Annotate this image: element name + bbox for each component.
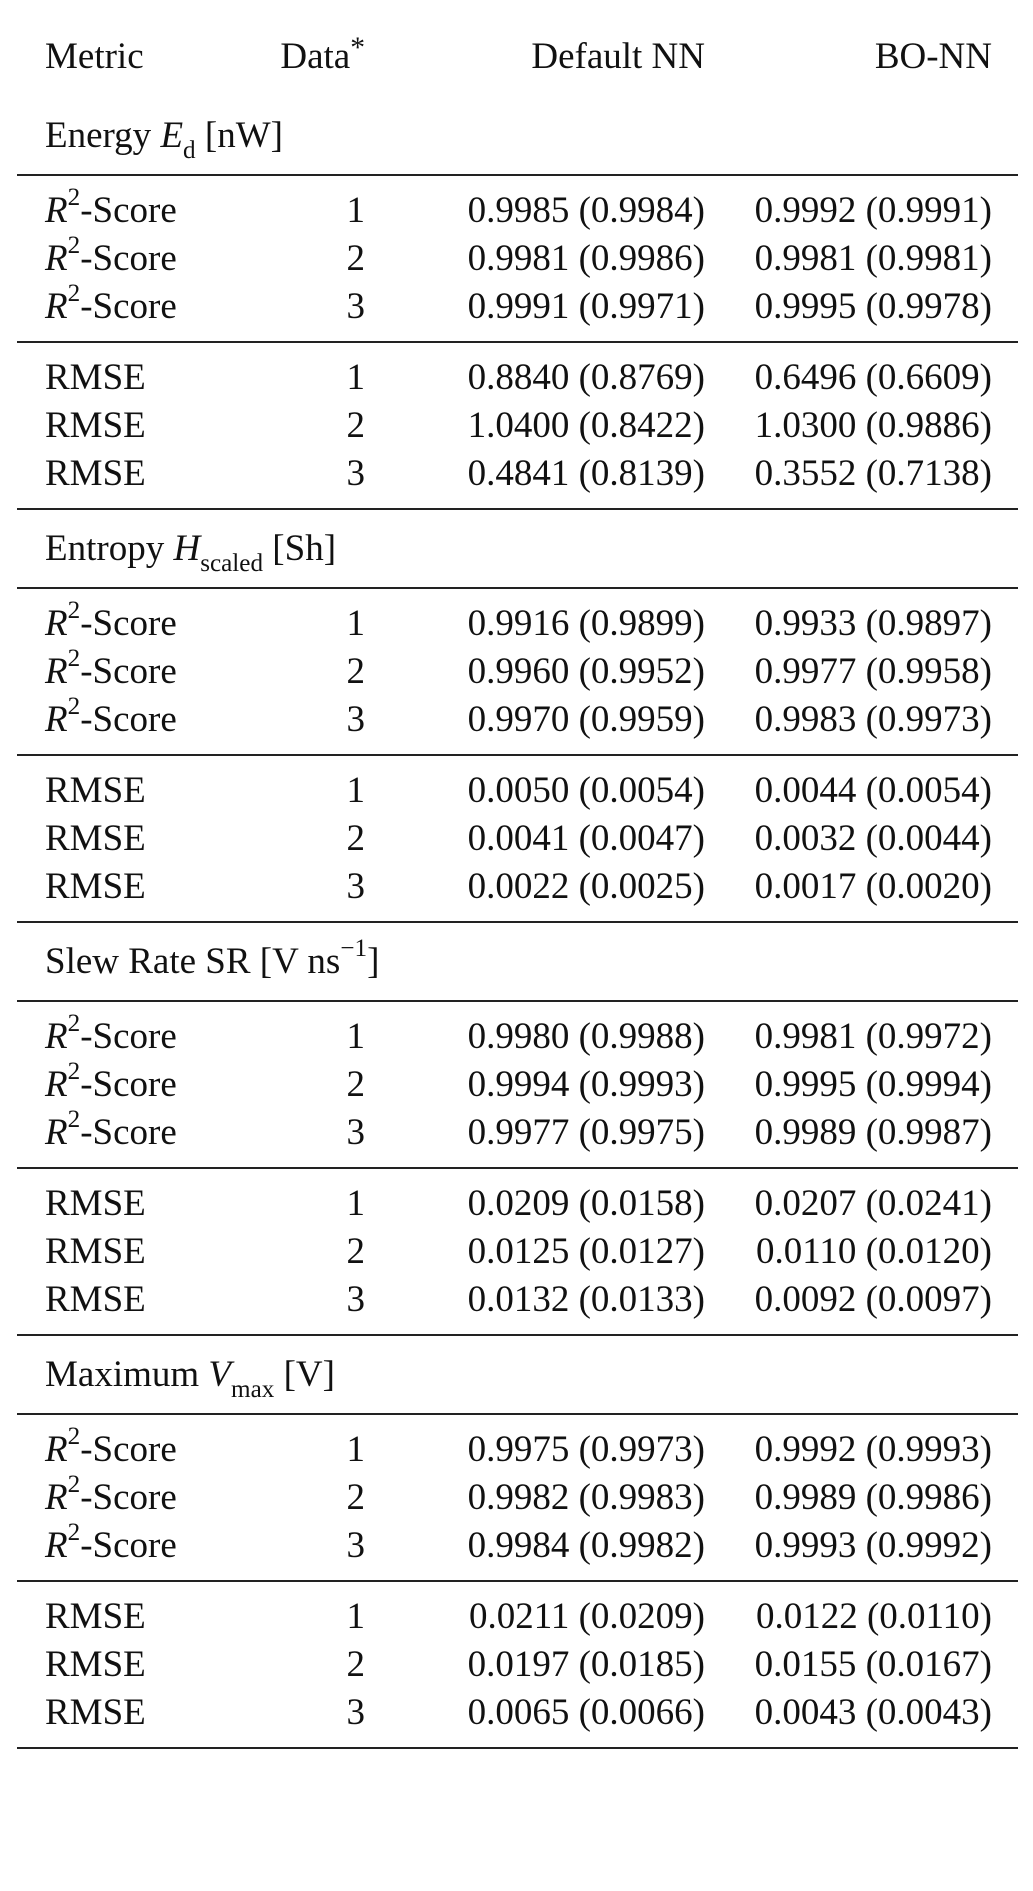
cell-default-nn: 0.9994 (0.9993)	[467, 1064, 705, 1105]
cell-default-nn: 0.9980 (0.9988)	[467, 1016, 705, 1057]
cell-bo-nn: 0.9933 (0.9897)	[754, 603, 992, 644]
cell-data: 3	[213, 284, 373, 342]
cell-bo-nn: 0.0032 (0.0044)	[754, 818, 992, 859]
cell-bo-nn: 0.9989 (0.9987)	[705, 1110, 1018, 1168]
cell-metric	[17, 1690, 213, 1748]
table-row	[17, 1639, 1018, 1690]
table-row	[17, 646, 1018, 697]
cell-data: 1	[346, 770, 365, 811]
group-symbol: H	[173, 528, 201, 569]
cell-metric	[17, 1639, 213, 1690]
metric-score-suffix: -Score	[80, 1525, 177, 1566]
metric-rmse: RMSE	[45, 770, 146, 811]
group-row	[17, 509, 1018, 588]
cell-default-nn: 0.0041 (0.0047)	[467, 818, 705, 859]
results-table	[17, 16, 1018, 1749]
group-label	[17, 96, 1018, 175]
metric-score-suffix: -Score	[80, 238, 177, 279]
cell-bo-nn: 0.9981 (0.9981)	[754, 238, 992, 279]
cell-bo-nn: 0.9983 (0.9973)	[705, 697, 1018, 755]
cell-metric	[17, 755, 213, 813]
cell-data: 2	[346, 651, 365, 692]
metric-r-exponent: 2	[67, 1422, 81, 1450]
metric-r: R	[45, 1112, 68, 1153]
metric-score-suffix: -Score	[80, 651, 177, 692]
cell-bo-nn: 0.0092 (0.0097)	[705, 1277, 1018, 1335]
cell-default-nn: 0.0211 (0.0209)	[468, 1596, 705, 1637]
cell-bo-nn: 0.0017 (0.0020)	[705, 864, 1018, 922]
cell-default-nn: 1.0400 (0.8422)	[467, 405, 705, 446]
group-label-suffix: [nW]	[195, 114, 283, 156]
metric-r-exponent: 2	[67, 596, 81, 624]
group-subscript: scaled	[200, 550, 264, 578]
table-row	[17, 864, 1018, 922]
metric-rmse: RMSE	[45, 1183, 146, 1224]
cell-data: 3	[213, 1690, 373, 1748]
metric-r: R	[45, 603, 68, 644]
table-row	[17, 1226, 1018, 1277]
cell-default-nn: 0.0065 (0.0066)	[373, 1690, 705, 1748]
cell-default-nn: 0.9985 (0.9984)	[467, 190, 705, 231]
metric-score-suffix: -Score	[80, 1016, 177, 1057]
metric-r-exponent: 2	[67, 1009, 81, 1037]
cell-bo-nn: 0.9977 (0.9958)	[754, 651, 992, 692]
metric-r: R	[45, 1477, 68, 1518]
group-label-prefix: Slew Rate SR [V ns	[45, 941, 341, 982]
metric-score-suffix: -Score	[80, 1112, 177, 1153]
cell-data: 3	[213, 1110, 373, 1168]
metric-score-suffix: -Score	[80, 699, 177, 740]
table-row	[17, 755, 1018, 813]
cell-data: 1	[346, 1429, 365, 1470]
group-label-prefix: Entropy	[45, 528, 174, 569]
metric-rmse: RMSE	[45, 1596, 146, 1637]
cell-default-nn: 0.8840 (0.8769)	[467, 357, 705, 398]
cell-metric	[17, 342, 213, 400]
cell-metric	[17, 279, 213, 342]
table-row	[17, 342, 1018, 400]
metric-rmse: RMSE	[45, 866, 146, 907]
cell-bo-nn: 0.9992 (0.9993)	[754, 1429, 992, 1470]
table-row	[17, 813, 1018, 864]
cell-bo-nn: 0.0043 (0.0043)	[705, 1690, 1018, 1748]
cell-default-nn: 0.9982 (0.9983)	[467, 1477, 705, 1518]
header-default-nn: Default NN	[531, 35, 705, 77]
group-symbol: V	[208, 1354, 232, 1395]
cell-metric	[17, 588, 213, 646]
group-label-prefix: Maximum	[45, 1354, 209, 1395]
cell-default-nn: 0.4841 (0.8139)	[373, 451, 705, 509]
metric-r: R	[45, 651, 68, 692]
cell-default-nn: 0.0132 (0.0133)	[373, 1277, 705, 1335]
table-row	[17, 1523, 1018, 1581]
cell-default-nn: 0.9984 (0.9982)	[373, 1523, 705, 1581]
metric-r-exponent: 2	[67, 692, 81, 720]
metric-r-exponent: 2	[67, 231, 81, 259]
metric-score-suffix: -Score	[80, 603, 177, 644]
header-data	[213, 16, 373, 96]
cell-metric	[17, 400, 213, 451]
metric-r-exponent: 2	[67, 183, 81, 211]
metric-score-suffix: -Score	[80, 286, 177, 327]
cell-bo-nn: 1.0300 (0.9886)	[754, 405, 992, 446]
group-label	[17, 922, 1018, 1001]
cell-metric	[17, 1414, 213, 1472]
metric-rmse: RMSE	[45, 1231, 146, 1272]
cell-metric	[17, 864, 213, 922]
cell-default-nn: 0.9981 (0.9986)	[467, 238, 705, 279]
cell-metric	[17, 646, 213, 697]
table-row	[17, 400, 1018, 451]
cell-data: 2	[346, 238, 365, 279]
group-row	[17, 96, 1018, 175]
header-bo-nn: BO-NN	[874, 35, 992, 77]
group-label-prefix: Energy	[45, 114, 161, 156]
table-row	[17, 697, 1018, 755]
cell-bo-nn: 0.3552 (0.7138)	[705, 451, 1018, 509]
metric-r: R	[45, 1016, 68, 1057]
metric-r: R	[45, 190, 68, 231]
cell-bo-nn: 0.9993 (0.9992)	[705, 1523, 1018, 1581]
group-row	[17, 922, 1018, 1001]
cell-default-nn: 0.0209 (0.0158)	[467, 1183, 705, 1224]
table-row	[17, 175, 1018, 233]
table-row	[17, 1472, 1018, 1523]
cell-data: 1	[346, 190, 365, 231]
table-row	[17, 451, 1018, 509]
metric-r-exponent: 2	[67, 279, 81, 307]
header-metric: Metric	[45, 35, 144, 77]
metric-r-exponent: 2	[67, 1105, 81, 1133]
metric-score-suffix: -Score	[80, 1477, 177, 1518]
metric-r-exponent: 2	[67, 1057, 81, 1085]
cell-data: 2	[346, 405, 365, 446]
group-subscript: max	[231, 1376, 275, 1404]
cell-metric	[17, 1581, 213, 1639]
cell-data: 2	[346, 1644, 365, 1685]
cell-default-nn: 0.9975 (0.9973)	[467, 1429, 705, 1470]
metric-rmse: RMSE	[45, 818, 146, 859]
table-row	[17, 1581, 1018, 1639]
cell-default-nn: 0.9991 (0.9971)	[373, 284, 705, 342]
cell-data: 1	[346, 1183, 365, 1224]
metric-score-suffix: -Score	[80, 190, 177, 231]
group-label-suffix: [Sh]	[263, 528, 337, 569]
metric-r: R	[45, 238, 68, 279]
metric-r-exponent: 2	[67, 1518, 81, 1546]
cell-metric	[17, 175, 213, 233]
cell-data: 2	[346, 818, 365, 859]
metric-r: R	[45, 286, 68, 327]
cell-default-nn: 0.0125 (0.0127)	[467, 1231, 705, 1272]
cell-bo-nn: 0.9995 (0.9978)	[705, 284, 1018, 342]
table-row	[17, 1001, 1018, 1059]
cell-metric	[17, 1277, 213, 1335]
cell-bo-nn: 0.0122 (0.0110)	[755, 1596, 992, 1637]
cell-data: 3	[213, 1277, 373, 1335]
group-label	[17, 1335, 1018, 1414]
group-label-suffix: [V]	[274, 1354, 335, 1395]
header-row	[17, 16, 1018, 96]
cell-data: 1	[346, 1596, 365, 1637]
cell-data: 1	[346, 1016, 365, 1057]
cell-default-nn: 0.0197 (0.0185)	[467, 1644, 705, 1685]
cell-data: 2	[346, 1064, 365, 1105]
header-data-footnote-mark: *	[350, 32, 365, 65]
metric-score-suffix: -Score	[80, 1064, 177, 1105]
group-symbol: E	[160, 114, 184, 156]
cell-metric	[17, 813, 213, 864]
table-row	[17, 233, 1018, 284]
cell-metric	[17, 233, 213, 284]
cell-metric	[17, 1001, 213, 1059]
table-row	[17, 1168, 1018, 1226]
cell-data: 1	[346, 603, 365, 644]
header-data-label: Data	[280, 35, 351, 77]
metric-r: R	[45, 699, 68, 740]
cell-metric	[17, 1226, 213, 1277]
metric-r: R	[45, 1429, 68, 1470]
cell-data: 3	[213, 864, 373, 922]
table-row	[17, 1414, 1018, 1472]
metric-rmse: RMSE	[45, 453, 146, 494]
table-row	[17, 1110, 1018, 1168]
cell-bo-nn: 0.9992 (0.9991)	[754, 190, 992, 231]
cell-data: 3	[213, 1523, 373, 1581]
cell-bo-nn: 0.9995 (0.9994)	[754, 1064, 992, 1105]
metric-r-exponent: 2	[67, 644, 81, 672]
metric-r: R	[45, 1525, 68, 1566]
group-row	[17, 1335, 1018, 1414]
cell-bo-nn: 0.0044 (0.0054)	[754, 770, 992, 811]
cell-data: 1	[346, 357, 365, 398]
cell-metric	[17, 1168, 213, 1226]
group-subscript: d	[183, 136, 196, 164]
cell-metric	[17, 1472, 213, 1523]
cell-metric	[17, 692, 213, 755]
cell-data: 2	[346, 1231, 365, 1272]
cell-data: 2	[346, 1477, 365, 1518]
cell-metric	[17, 451, 213, 509]
cell-default-nn: 0.9960 (0.9952)	[467, 651, 705, 692]
cell-metric	[17, 1059, 213, 1110]
cell-default-nn: 0.9977 (0.9975)	[373, 1110, 705, 1168]
cell-default-nn: 0.9970 (0.9959)	[373, 697, 705, 755]
cell-bo-nn: 0.0207 (0.0241)	[754, 1183, 992, 1224]
metric-score-suffix: -Score	[80, 1429, 177, 1470]
cell-metric	[17, 1105, 213, 1168]
metric-rmse: RMSE	[45, 1279, 146, 1320]
table-row	[17, 588, 1018, 646]
metric-rmse: RMSE	[45, 1692, 146, 1733]
table-row	[17, 1277, 1018, 1335]
cell-default-nn: 0.0050 (0.0054)	[467, 770, 705, 811]
cell-metric	[17, 1518, 213, 1581]
cell-data: 3	[213, 451, 373, 509]
metric-r: R	[45, 1064, 68, 1105]
metric-rmse: RMSE	[45, 405, 146, 446]
cell-bo-nn: 0.0110 (0.0120)	[755, 1231, 992, 1272]
table-row	[17, 1059, 1018, 1110]
metric-rmse: RMSE	[45, 357, 146, 398]
cell-bo-nn: 0.9989 (0.9986)	[754, 1477, 992, 1518]
metric-rmse: RMSE	[45, 1644, 146, 1685]
cell-default-nn: 0.0022 (0.0025)	[373, 864, 705, 922]
table-body	[17, 96, 1018, 1748]
group-label-suffix: ]	[367, 941, 380, 982]
table-row	[17, 284, 1018, 342]
cell-bo-nn: 0.0155 (0.0167)	[754, 1644, 992, 1685]
cell-data: 3	[213, 697, 373, 755]
table-row	[17, 1690, 1018, 1748]
metric-r-exponent: 2	[67, 1470, 81, 1498]
group-label	[17, 509, 1018, 588]
group-superscript: −1	[340, 934, 368, 962]
cell-bo-nn: 0.9981 (0.9972)	[754, 1016, 992, 1057]
cell-bo-nn: 0.6496 (0.6609)	[754, 357, 992, 398]
cell-default-nn: 0.9916 (0.9899)	[467, 603, 705, 644]
